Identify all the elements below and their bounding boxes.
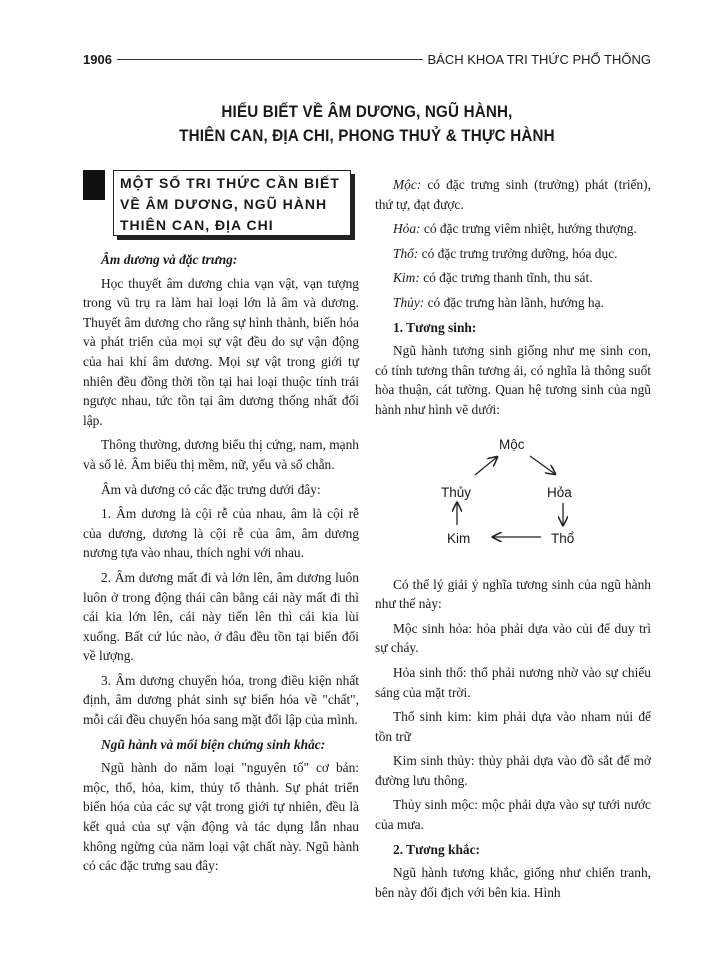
paragraph: 1. Âm dương là cội rễ của nhau, âm là cội rễ của dương, dương là cội rễ của âm, âm dương nương tựa vào nhau, thích nghi với nhau. bbox=[83, 506, 359, 561]
element-thuy-text: có đặc trưng hàn lãnh, hướng hạ. bbox=[424, 294, 604, 310]
paragraph: Âm và dương có các đặc trưng dưới đây: bbox=[101, 481, 321, 497]
node-thuy: Thủy bbox=[441, 484, 472, 500]
element-tho-label: Thổ: bbox=[393, 245, 419, 261]
paragraph: 2. Âm dương mất đi và lớn lên, âm dương luôn luôn ở trong động thái cân bằng cái này mất đi thì cái kia lớn lên, cái này tiến lên thì cái kia lùi xuống. Bất cứ lúc nào, ở đâu đều tồn tại biến đổi về lượng. bbox=[83, 569, 359, 664]
paragraph: Mộc sinh hỏa: hỏa phải dựa vào củi để duy trì sự cháy. bbox=[375, 620, 651, 656]
paragraph: 3. Âm dương chuyển hóa, trong điều kiện nhất định, âm dương phát sinh sự biến hóa về "chất", mỗi cái đều chuyển hóa sang mặt đối lập của mình. bbox=[83, 672, 359, 728]
heading-tuong-sinh: 1. Tương sinh: bbox=[393, 319, 477, 335]
node-hoa: Hỏa bbox=[547, 484, 572, 500]
header-rule bbox=[117, 59, 423, 60]
page-number: 1906 bbox=[83, 51, 112, 67]
subheading-ngu-hanh: Ngũ hành và mối biện chứng sinh khắc: bbox=[101, 736, 326, 752]
paragraph: Học thuyết âm dương chia vạn vật, vạn tượng trong vũ trụ ra làm hai loại lớn là âm và dương. Thuyết âm dương cho rằng sự hình thành, biến hóa và phát triển của mọi sự vật đều do sự vận động của hai khí âm dương. Mọi sự vật trong giới tự nhiên đều đồng thời tồn tại hai loại thuộc tính trái ngược nhau, tức tồn tại âm dương thống nhất đối lập. bbox=[83, 275, 359, 428]
arrow-moc-to-hoa bbox=[530, 456, 555, 474]
paragraph: Có thể lý giải ý nghĩa tương sinh của ngũ hành như thế này: bbox=[375, 576, 651, 612]
paragraph: Thông thường, dương biểu thị cứng, nam, mạnh và số lẻ. Âm biểu thị mềm, nữ, yếu và số chẵn. bbox=[83, 437, 359, 472]
left-column bbox=[83, 250, 359, 881]
element-thuy-label: Thủy: bbox=[393, 294, 425, 310]
book-title: BÁCH KHOA TRI THỨC PHỔ THÔNG bbox=[427, 51, 651, 67]
element-tho bbox=[375, 244, 651, 264]
heading-tuong-khac: 2. Tương khắc: bbox=[393, 841, 481, 857]
paragraph: Thổ sinh kim: kim phải dựa vào nham núi để tồn trữ bbox=[375, 709, 651, 744]
tuong-sinh-diagram bbox=[375, 425, 651, 565]
element-moc bbox=[375, 175, 651, 214]
section-marker bbox=[83, 170, 105, 200]
subheading-am-duong: Âm dương và đặc trưng: bbox=[101, 252, 238, 267]
chapter-title-line1: HIỂU BIẾT VỀ ÂM DƯƠNG, NGŨ HÀNH, bbox=[221, 103, 513, 121]
paragraph: Kim sinh thủy: thủy phải dựa vào đồ sắt để mở đường lưu thông. bbox=[375, 753, 651, 788]
node-kim: Kim bbox=[447, 530, 471, 546]
element-hoa bbox=[375, 219, 651, 239]
element-kim-text: có đặc trưng thanh tĩnh, thu sát. bbox=[419, 270, 593, 286]
paragraph: Thủy sinh mộc: mộc phải dựa vào sự tưới nước của mưa. bbox=[375, 797, 651, 833]
element-tho-text: có đặc trưng trưởng dưỡng, hóa dục. bbox=[418, 245, 618, 261]
paragraph: Hỏa sinh thổ: thổ phải nương nhờ vào sự chiếu sáng của mặt trời. bbox=[375, 664, 651, 700]
chapter-title bbox=[106, 100, 629, 148]
element-hoa-text: có đặc trưng viêm nhiệt, hướng thượng. bbox=[420, 221, 637, 237]
node-tho: Thổ bbox=[551, 530, 575, 546]
section-heading-line3: THIÊN CAN, ĐỊA CHI bbox=[120, 217, 274, 233]
element-hoa-label: Hỏa: bbox=[393, 221, 421, 237]
element-kim-label: Kim: bbox=[393, 270, 420, 286]
section-heading bbox=[83, 170, 359, 244]
section-heading-box bbox=[113, 170, 351, 236]
running-header bbox=[83, 50, 651, 68]
chapter-title-line2: THIÊN CAN, ĐỊA CHI, PHONG THUỶ & THỰC HÀNH bbox=[179, 127, 555, 145]
section-heading-line2: VỀ ÂM DƯƠNG, NGŨ HÀNH bbox=[120, 196, 328, 212]
element-moc-text: có đặc trưng sinh (trưởng) phát (triển), thứ tự, đạt được. bbox=[375, 177, 651, 212]
section-heading-line1: MỘT SỐ TRI THỨC CẦN BIẾT bbox=[120, 175, 340, 191]
right-column bbox=[375, 175, 651, 907]
paragraph: Ngũ hành tương khắc, giống như chiến tranh, bên này đối địch với bên kia. Hình bbox=[375, 865, 651, 900]
node-moc: Mộc bbox=[499, 436, 525, 452]
paragraph: Ngũ hành do năm loại "nguyên tố" cơ bản: mộc, thổ, hỏa, kim, thủy tổ thành. Sự phát triển biến hóa của các sự vật trong giới tự nhiên, đều là kết quả của sự vận động và tác dụng lẫn nhau không ngừng của năm loại vật chất này. Ngũ hành có các đặc trưng sau đây: bbox=[83, 760, 359, 874]
arrow-thuy-to-moc bbox=[475, 457, 497, 475]
element-thuy bbox=[375, 293, 651, 313]
element-kim bbox=[375, 268, 651, 288]
element-moc-label: Mộc: bbox=[393, 177, 422, 192]
paragraph: Ngũ hành tương sinh giống như mẹ sinh con, có tính tương thân tương ái, có nghĩa là thông suốt hòa thuận, cát tường. Quan hệ tương sinh của ngũ hành như hình vẽ dưới: bbox=[375, 343, 651, 417]
